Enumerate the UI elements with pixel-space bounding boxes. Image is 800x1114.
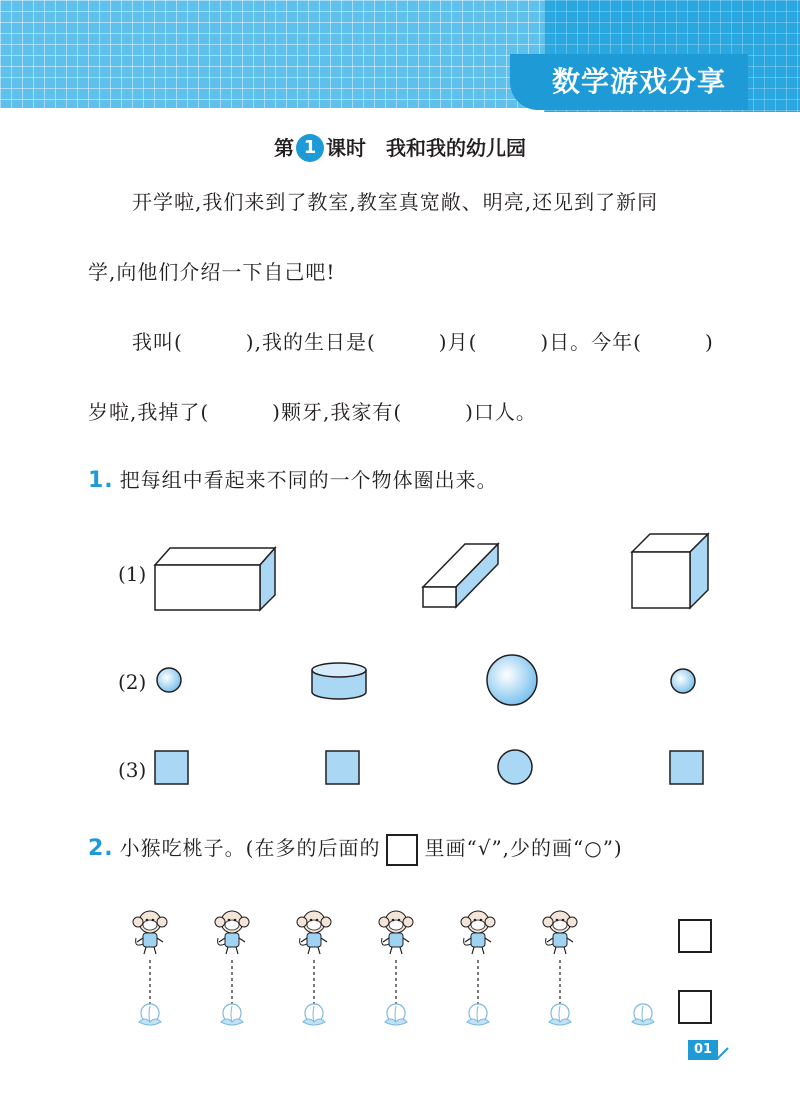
row-1-label: (1) [118, 562, 147, 586]
page-number: 01 [688, 1040, 718, 1060]
intro-line-1: 开学啦,我们来到了教室,教室真宽敞、明亮,还见到了新同 [132, 190, 659, 214]
cube-shape[interactable] [628, 530, 713, 615]
ball-large-shape[interactable] [484, 652, 540, 708]
circle-shape[interactable] [496, 748, 534, 786]
row-2-label: (2) [118, 670, 147, 694]
peach-icon [463, 998, 493, 1028]
ball-small-shape[interactable] [154, 665, 184, 695]
monkey-icon [456, 908, 500, 958]
lesson-suffix: 课时 我和我的幼儿园 [326, 136, 526, 160]
question-2 [88, 832, 623, 866]
question-1 [88, 464, 498, 493]
header-title: 数学游戏分享 [510, 54, 748, 110]
ball-small-shape-2[interactable] [668, 666, 698, 696]
peach-icon [381, 998, 411, 1028]
lesson-number-badge: 1 [296, 134, 324, 162]
lesson-title [0, 132, 800, 164]
square-shape-1[interactable] [153, 749, 191, 787]
cylinder-shape[interactable] [308, 660, 370, 702]
monkey-icon [128, 908, 172, 958]
peach-icon [135, 998, 165, 1028]
intro-line-3: 我叫( ),我的生日是( )月( )日。今年( ) [132, 330, 714, 354]
question-2-text-after: 里画“√”,少的画“○”) [424, 836, 623, 860]
intro-line-2: 学,向他们介绍一下自己吧! [88, 260, 336, 284]
page-corner-icon [716, 1042, 730, 1060]
peach-answer-box[interactable] [678, 990, 712, 1024]
monkey-icon [374, 908, 418, 958]
monkey-icon [538, 908, 582, 958]
peach-icon [217, 998, 247, 1028]
square-shape-3[interactable] [668, 749, 706, 787]
intro-line-4: 岁啦,我掉了( )颗牙,我家有( )口人。 [88, 400, 537, 424]
question-2-text-before: 小猴吃桃子。(在多的后面的 [119, 836, 381, 860]
monkey-icon [292, 908, 336, 958]
peach-icon [299, 998, 329, 1028]
square-shape-2[interactable] [324, 749, 362, 787]
peach-icon [628, 998, 658, 1028]
peach-icon [545, 998, 575, 1028]
question-2-number: 2. [88, 836, 114, 861]
cuboid-large-shape[interactable] [150, 545, 285, 615]
row-3-label: (3) [118, 758, 147, 782]
lesson-prefix: 第 [274, 136, 294, 160]
example-answer-box [386, 834, 418, 866]
monkey-icon [210, 908, 254, 958]
monkey-answer-box[interactable] [678, 919, 712, 953]
cuboid-bar-shape[interactable] [418, 542, 503, 612]
question-1-number: 1. [88, 468, 114, 493]
question-1-text: 把每组中看起来不同的一个物体圈出来。 [119, 468, 498, 492]
